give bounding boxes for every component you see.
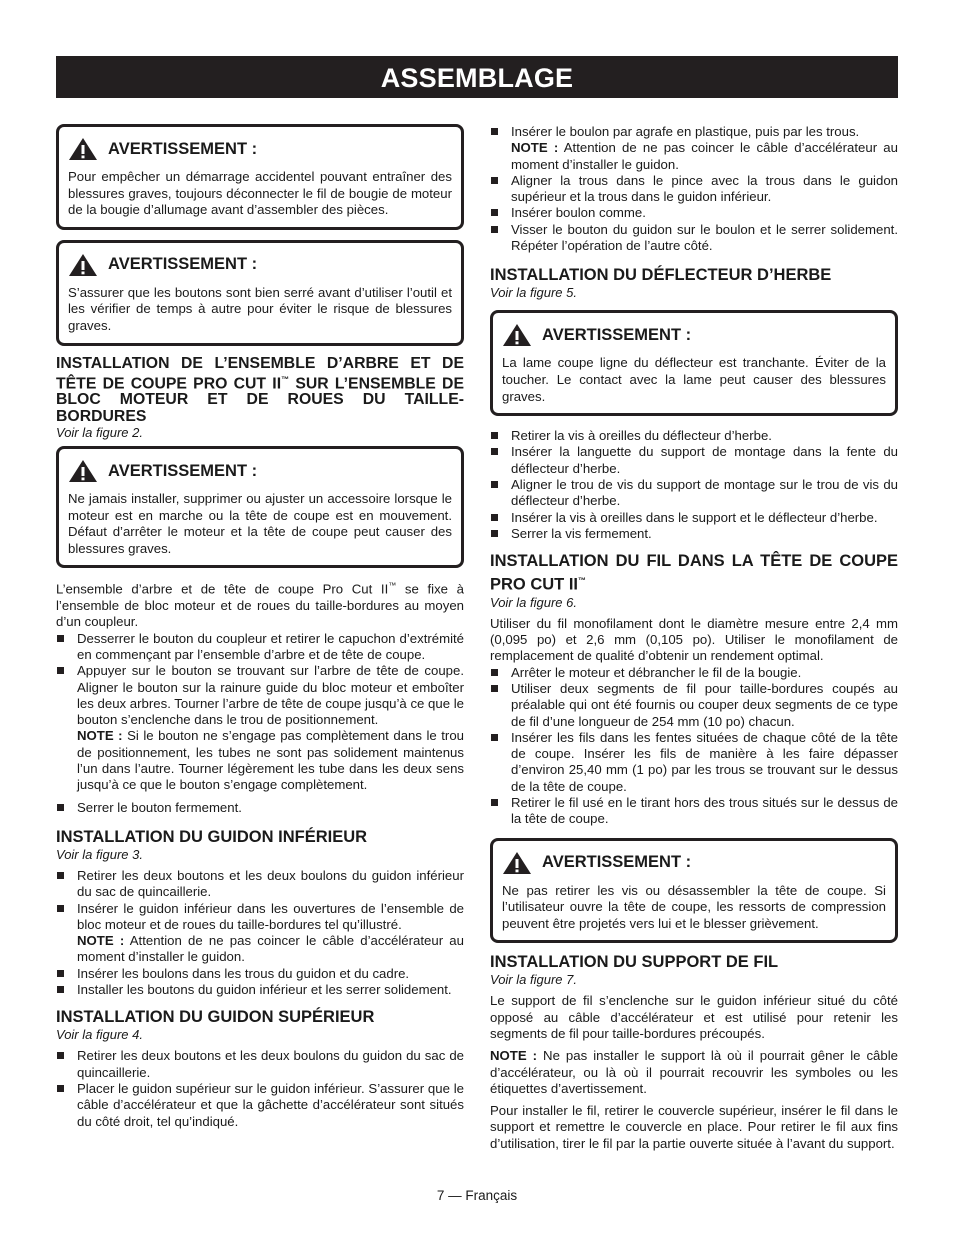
section-heading-trimmer-line: INSTALLATION DU FIL DANS LA TÊTE DE COUPE PRO CUT II™ (490, 552, 898, 594)
right-column (490, 124, 898, 1152)
warning-label: AVERTISSEMENT : (108, 139, 258, 158)
figure-reference: Voir la figure 2. (56, 425, 143, 441)
list-item: Retirer les deux boutons et les deux boulons du guidon du sac de quincaillerie. (56, 1048, 464, 1081)
warning-label: AVERTISSEMENT : (542, 853, 692, 872)
section-heading-upper-handle: INSTALLATION DU GUIDON SUPÉRIEUR (56, 1008, 375, 1027)
list-item: Insérer les fils dans les fentes situées de chaque côté de la tête de coupe. Insérer les fils de manière à les faire dépasser d’environ 25,40 mm (1 po) par les trous se trouvant sur le dessus de la tête de coupe. (490, 730, 898, 795)
list-item: Installer les boutons du guidon inférieur et les serrer solidement. (56, 982, 464, 998)
warning-text: Ne pas retirer les vis ou désassembler la tête de coupe. Si l’utilisateur ouvre la tête de coupe, les ressorts de compression peuvent être projetés vers lui et le blesser grièvement. (502, 882, 886, 931)
note: NOTE : Si le bouton ne s’engage pas complètement dans le trou de positionnement, les tubes ne sont pas solidement maintenus l’un dans l’autre. Tourner légèrement les tube dans les deux sens jusqu’à ce que le bouton s’engage complètement. (77, 728, 464, 793)
bullet-list (490, 124, 898, 254)
warning-box (490, 838, 898, 944)
bullet-list (56, 1048, 464, 1129)
list-item: Placer le guidon supérieur sur le guidon inférieur. S’assurer que le câble d’accélérateur et que la gâchette d’accélérateur sont situés du côté droit, tel qu’indiqué. (56, 1081, 464, 1130)
warning-triangle-icon (68, 137, 98, 161)
warning-triangle-icon (68, 253, 98, 277)
list-item: Insérer le guidon inférieur dans les ouvertures de l’ensemble de bloc moteur et de roues du taille-bordures tel qu’illustré. NOTE : Attention de ne pas coincer le câble d’accélérateur au moment d’installer le guidon. (56, 901, 464, 966)
paragraph: L’ensemble d’arbre et de tête de coupe Pro Cut II™ se fixe à l’ensemble de bloc moteur et de roues du taille-bordures au moyen d’un coupleur. (56, 581, 465, 630)
note: NOTE : Attention de ne pas coincer le câble d’accélérateur au moment d’installer le guidon. (511, 140, 898, 172)
list-item: Visser le bouton du guidon sur le boulon et le serrer solidement. Répéter l’opération de l’autre côté. (490, 222, 898, 255)
warning-label: AVERTISSEMENT : (108, 255, 258, 274)
warning-text: Pour empêcher un démarrage accidentel pouvant entraîner des blessures graves, toujours déconnecter le fil de bougie de moteur de la bougie d’allumage avant d’assembler des pièces. (68, 169, 452, 218)
warning-text: Ne jamais installer, supprimer ou ajuster un accessoire lorsque le moteur est en marche ou la tête de coupe est en mouvement. Défaut d’arrêter le moteur et la tête de coupe peut causer des blessures graves. (68, 491, 452, 556)
section-heading-line-holder: INSTALLATION DU SUPPORT DE FIL (490, 953, 779, 972)
warning-triangle-icon (502, 323, 532, 347)
warning-heading (68, 459, 452, 483)
warning-heading (68, 253, 452, 277)
warning-box (56, 446, 464, 568)
note-paragraph: NOTE : Ne pas installer le support là où il pourrait gêner le câble d’accélérateur, ou là où il pourrait recouvrir les symboles ou les étiquettes d’avertissement. (490, 1048, 898, 1096)
list-item: Insérer le boulon par agrafe en plastique, puis par les trous. NOTE : Attention de ne pas coincer le câble d’accélérateur au moment d’installer le guidon. (490, 124, 898, 173)
figure-reference: Voir la figure 4. (56, 1027, 143, 1043)
list-item: Arrêter le moteur et débrancher le fil de la bougie. (490, 665, 898, 681)
paragraph: Utiliser du fil monofilament dont le diamètre mesure entre 2,4 mm (0,095 po) et 2,6 mm (0,105 po). Utiliser le monofilament de remplacement de qualité d’obtenir un rendement optimal. (490, 615, 898, 664)
list-item: Insérer la vis à oreilles dans le support et le déflecteur d’herbe. (490, 510, 898, 526)
list-item: Appuyer sur le bouton se trouvant sur l’arbre de tête de coupe. Aligner le bouton sur la rainure guide du bloc moteur et emboîter les deux arbres. Tourner l’arbre de tête de coupe jusqu’à ce que le bouton s’enclenche dans le trou de positionnement. NOTE : Si le bouton ne s’engage pas complètement dans le trou de positionnement, les tubes ne sont pas solidement maintenus l’un dans l’autre. Tourner légèrement les tube dans les deux sens jusqu’à ce que le bouton s’engage complètement. (56, 663, 464, 793)
figure-reference: Voir la figure 6. (490, 594, 577, 610)
list-item: Serrer la vis fermement. (490, 526, 898, 542)
warning-heading (502, 851, 886, 875)
section-heading-grass-deflector: INSTALLATION DU DÉFLECTEUR D’HERBE (490, 266, 832, 285)
warning-box (490, 310, 898, 416)
section-heading-lower-handle: INSTALLATION DU GUIDON INFÉRIEUR (56, 827, 368, 846)
list-item: Desserrer le bouton du coupleur et retirer le capuchon d’extrémité en commençant par l’ensemble d’arbre et de tête de coupe. (56, 631, 464, 664)
figure-reference: Voir la figure 3. (56, 846, 143, 862)
bullet-list (490, 428, 898, 542)
warning-box (56, 124, 464, 230)
bullet-list (56, 631, 464, 816)
list-item: Insérer les boulons dans les trous du guidon et du cadre. (56, 966, 464, 982)
list-item: Aligner le trou de vis du support de montage sur le trou de vis du déflecteur d’herbe. (490, 477, 898, 510)
figure-reference: Voir la figure 5. (490, 285, 577, 301)
warning-box (56, 240, 464, 346)
section-heading-shaft-assembly: INSTALLATION DE L’ENSEMBLE D’ARBRE ET DE TÊTE DE COUPE PRO CUT II™ SUR L’ENSEMBLE DE BLOC MOTEUR ET DE ROUES DU TAILLE-BORDURES (56, 354, 464, 425)
list-item: Retirer les deux boutons et les deux boulons du guidon inférieur du sac de quincaillerie. (56, 868, 464, 901)
list-item: Insérer boulon comme. (490, 205, 898, 221)
list-item: Aligner la trous dans le pince avec la trous dans le guidon supérieur et la trous dans le guidon inférieur. (490, 173, 898, 206)
bullet-list (56, 868, 464, 998)
warning-text: S’assurer que les boutons sont bien serré avant d’utiliser l’outil et les vérifier de temps à autre pour éviter le risque de blessures graves. (68, 284, 452, 333)
left-column (56, 124, 464, 1130)
paragraph: Le support de fil s’enclenche sur le guidon inférieur situé du côté opposé au câble d’accélérateur et est utilisé pour retenir les segments de fil pour taille-bordures précoupés. (490, 993, 898, 1041)
figure-reference: Voir la figure 7. (490, 972, 577, 988)
paragraph: Pour installer le fil, retirer le couvercle supérieur, insérer le fil dans le support et remettre le couvercle en place. Pour retirer le fil aux fins d’utilisation, tirer le fil par la partie ouverte située à l’avant du support. (490, 1103, 898, 1151)
list-item: Insérer la languette du support de montage dans la fente du déflecteur d’herbe. (490, 444, 898, 477)
list-item: Utiliser deux segments de fil pour taille-bordures coupés au préalable qui ont été fournis ou couper deux segments de ce type de fil d’une longueur de 254 mm (10 po) chacun. (490, 681, 898, 730)
list-item: Retirer la vis à oreilles du déflecteur d’herbe. (490, 428, 898, 444)
warning-text: La lame coupe ligne du déflecteur est tranchante. Éviter de la toucher. Le contact avec la lame peut causer des blessures graves. (502, 355, 886, 404)
warning-heading (502, 323, 886, 347)
page-footer: 7 — Français (436, 1188, 518, 1203)
warning-label: AVERTISSEMENT : (108, 461, 258, 480)
list-item: Serrer le bouton fermement. (56, 800, 464, 816)
warning-triangle-icon (68, 459, 98, 483)
warning-label: AVERTISSEMENT : (542, 325, 692, 344)
note: NOTE : Attention de ne pas coincer le câble d’accélérateur au moment d’installer le guidon. (77, 933, 464, 965)
list-item: Retirer le fil usé en le tirant hors des trous situés sur le dessus de la tête de coupe. (490, 795, 898, 828)
warning-triangle-icon (502, 851, 532, 875)
page-title: ASSEMBLAGE (56, 56, 898, 98)
warning-heading (68, 137, 452, 161)
bullet-list (490, 665, 898, 828)
